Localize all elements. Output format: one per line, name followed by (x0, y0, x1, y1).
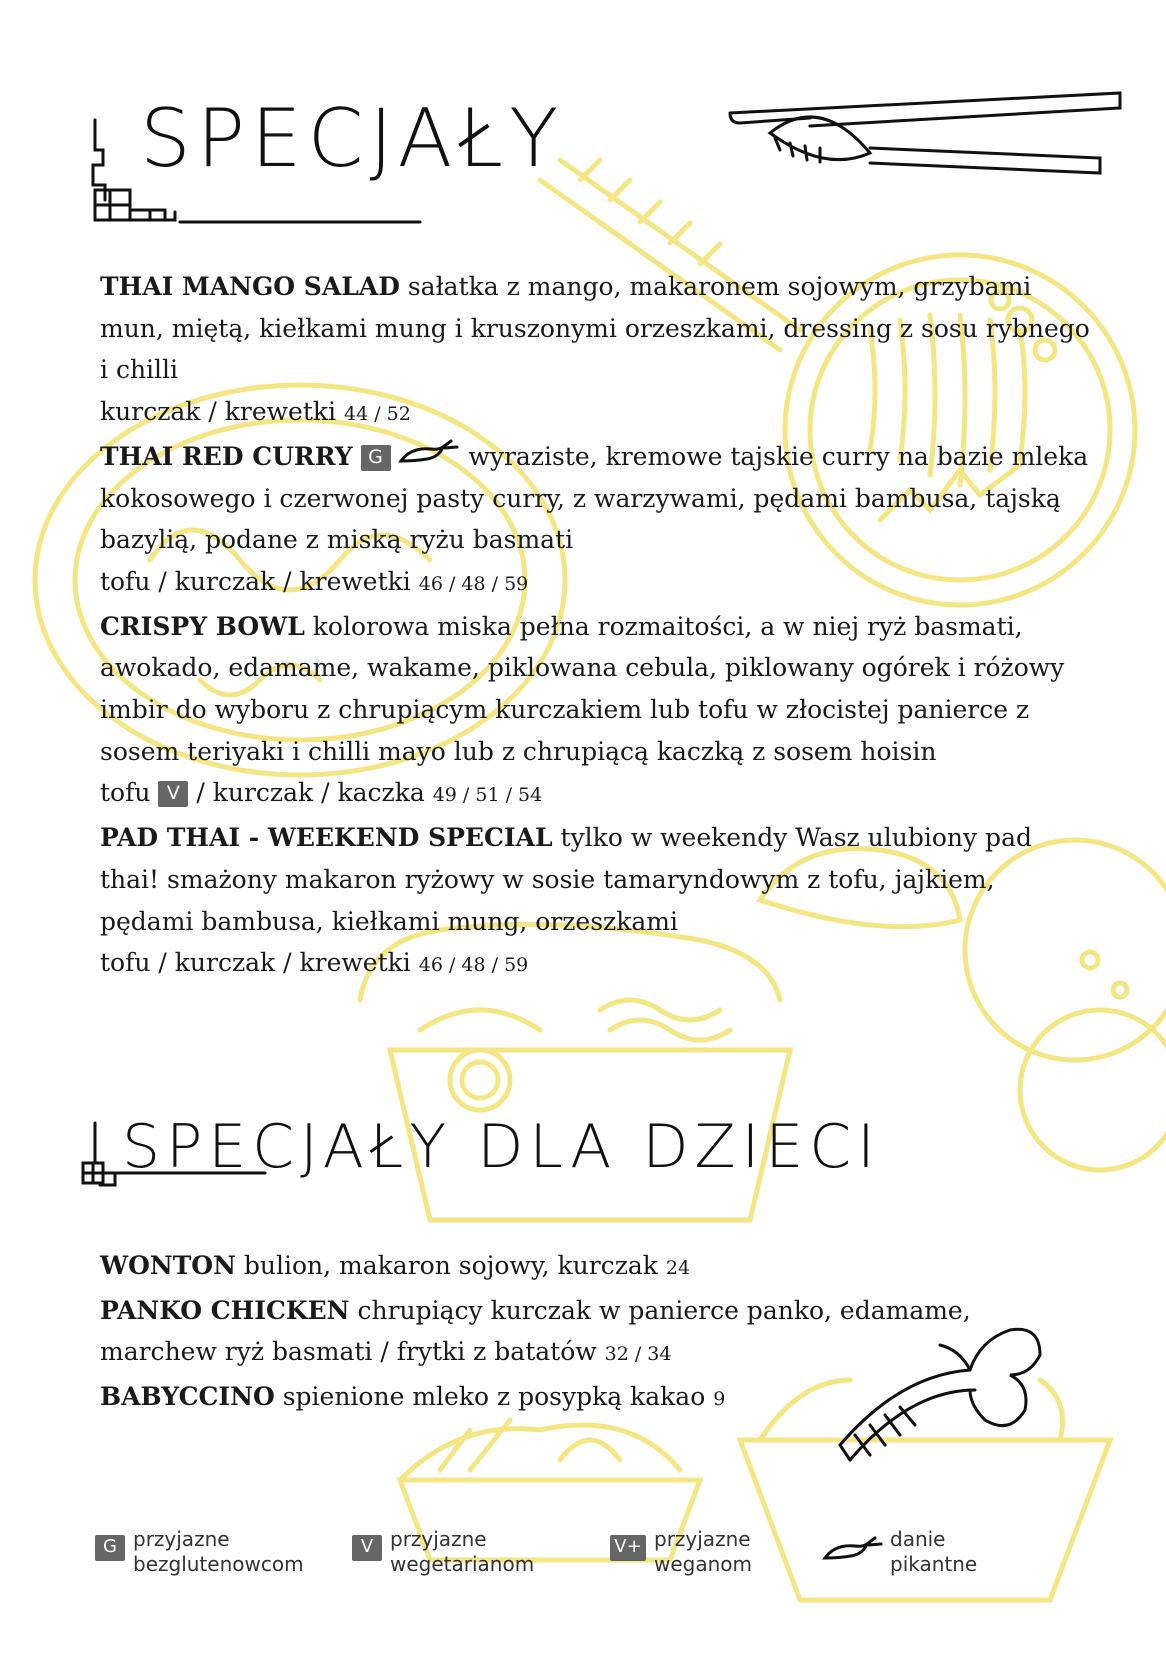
dish-price: 24 (665, 1257, 691, 1279)
dish-options-line (100, 391, 1090, 436)
dish-description: tylko w weekendy Wasz ulubiony pad thai! smażony makaron ryżowy w sosie tamaryndowym z tofu, jajkiem, pędami bambusa, kiełkami mung, orzeszkami (100, 823, 1032, 936)
dish-name: PANKO CHICKEN (100, 1295, 350, 1325)
legend-vegetarian (352, 1527, 534, 1577)
menu-item (100, 817, 1090, 942)
dish-options: / kurczak / kaczka (196, 778, 425, 808)
dish-price: 9 (713, 1388, 726, 1411)
kids-specials-list (100, 1245, 1090, 1421)
dish-description: sałatka z mango, makaronem sojowym, grzybami mun, miętą, kiełkami mung i kruszonymi orzeszkami, dressing z sosu rybnego i chilli (100, 272, 1090, 385)
dish-description: bulion, makaron sojowy, kurczak (243, 1251, 658, 1280)
legend-label: przyjazne (390, 1527, 487, 1551)
legend-label: pikantne (890, 1552, 978, 1576)
menu-item (100, 1376, 1090, 1421)
menu-item (100, 266, 1090, 391)
dish-name: THAI MANGO SALAD (100, 272, 400, 301)
dish-price: 46 / 48 / 59 (418, 572, 529, 595)
legend-label: weganom (654, 1552, 753, 1576)
dish-options-line (100, 772, 1090, 817)
dish-description: wyraziste, kremowe tajskie curry na bazie mleka kokosowego i czerwonej pasty curry, z warzywami, pędami bambusa, tajską bazylią, podane z miską ryżu basmati (100, 441, 1089, 555)
legend-gluten-free (95, 1527, 304, 1577)
specials-list (100, 266, 1090, 987)
menu-item (100, 606, 1090, 773)
dish-price: 32 / 34 (604, 1343, 672, 1366)
chili-pepper-icon (398, 439, 460, 467)
menu-item (100, 1245, 1090, 1290)
dish-name: PAD THAI - WEEKEND SPECIAL (100, 823, 553, 853)
dish-description: kolorowa miska pełna rozmaitości, a w niej ryż basmati, awokado, edamame, wakame, piklowana cebula, piklowany ogórek i różowy imbir do wyboru z chrupiącym kurczakiem lub tofu w złocistej panierce z sosem teriyaki i chilli mayo lub z chrupiącą kaczką z sosem hoisin (100, 611, 1065, 766)
legend-label: przyjazne (133, 1527, 230, 1551)
vegetarian-badge: V (352, 1535, 382, 1561)
legend-label: przyjazne (654, 1527, 751, 1551)
menu-item (100, 1290, 1090, 1376)
dish-options: kurczak / krewetki (100, 397, 337, 427)
dish-name: THAI RED CURRY (100, 441, 353, 471)
dish-options: tofu / kurczak / krewetki (100, 948, 411, 978)
legend-label: bezglutenowcom (133, 1552, 304, 1576)
dish-options: tofu / kurczak / krewetki (100, 566, 411, 596)
dish-price: 46 / 48 / 59 (418, 954, 529, 977)
legend-label: danie (890, 1527, 946, 1551)
dish-option-tofu: tofu (100, 778, 151, 808)
menu-item (100, 436, 1090, 561)
dish-options-line (100, 942, 1090, 987)
dish-price: 49 / 51 / 54 (432, 784, 543, 807)
chopsticks-dumpling-icon (725, 88, 1125, 198)
specials-heading: SPECJAŁY (140, 92, 565, 185)
vegan-badge: V+ (610, 1535, 646, 1561)
gluten-free-badge: G (361, 445, 391, 471)
legend-spicy (822, 1527, 977, 1577)
gluten-free-badge: G (95, 1535, 125, 1561)
dish-options-line (100, 561, 1090, 606)
vegetarian-badge: V (158, 781, 188, 807)
dish-name: WONTON (100, 1251, 236, 1280)
dish-name: CRISPY BOWL (100, 611, 305, 641)
dish-name: BABYCCINO (100, 1382, 275, 1412)
dish-description: spienione mleko z posypką kakao (282, 1382, 706, 1412)
dish-description: chrupiący kurczak w panierce panko, edamame, marchew ryż basmati / frytki z batatów (100, 1295, 971, 1367)
legend-label: wegetarianom (390, 1552, 535, 1576)
chili-pepper-icon (822, 1533, 884, 1567)
kids-specials-heading: SPECJAŁY DLA DZIECI (122, 1112, 881, 1182)
legend-vegan (610, 1527, 752, 1577)
dish-price: 44 / 52 (343, 403, 411, 426)
